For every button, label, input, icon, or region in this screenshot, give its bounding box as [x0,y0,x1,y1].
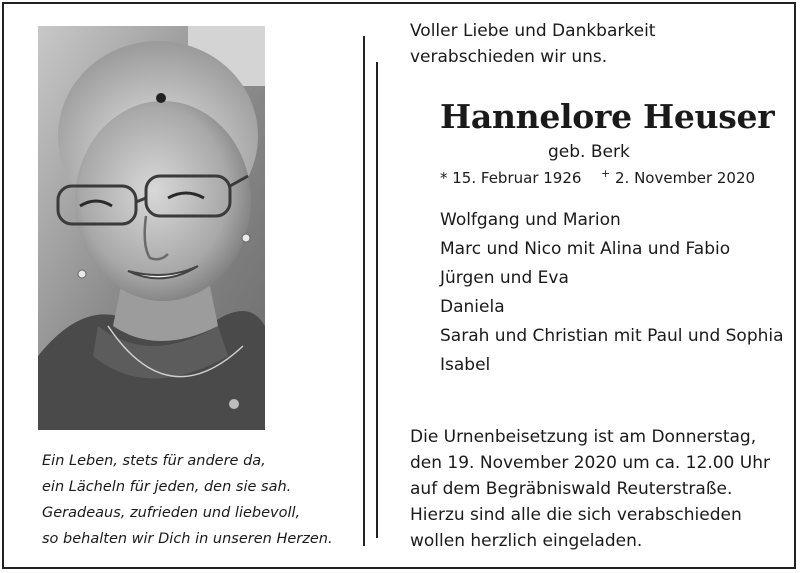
family-list [440,206,784,380]
notice-line: Die Urnenbeisetzung ist am Donnerstag, [410,427,757,447]
family-member: Wolfgang und Marion [440,210,621,230]
family-member: Jürgen und Eva [440,268,569,288]
death-date: 2. November 2020 [615,169,756,187]
notice-line: wollen herzlich eingeladen. [410,531,643,551]
portrait-photo [38,26,265,430]
poem-line: Geradeaus, zufrieden und liebevoll, [42,505,301,521]
deceased-name: Hannelore Heuser [440,97,775,136]
birth-name: geb. Berk [548,142,630,162]
poem-line: ein Lächeln für jeden, den sie sah. [42,479,292,495]
poem-line: Ein Leben, stets für andere da, [42,453,266,469]
intro-line: Voller Liebe und Dankbarkeit [410,21,656,41]
intro-text [410,18,655,70]
portrait-image [38,26,265,430]
vertical-divider-left [363,36,365,546]
memorial-poem [42,448,362,552]
poem-line: so behalten wir Dich in unseren Herzen. [42,531,333,547]
family-member: Isabel [440,355,491,375]
vertical-divider-right [376,62,378,538]
notice-line: den 19. November 2020 um ca. 12.00 Uhr [410,453,770,473]
family-member: Sarah und Christian mit Paul und Sophia [440,326,784,346]
family-member: Daniela [440,297,505,317]
burial-notice [410,424,770,554]
notice-line: auf dem Begräbniswald Reuterstraße. [410,479,733,499]
family-member: Marc und Nico mit Alina und Fabio [440,239,731,259]
intro-line: verabschieden wir uns. [410,47,608,67]
birth-date: * 15. Februar 1926 [440,169,582,187]
death-symbol: + [601,167,611,180]
notice-line: Hierzu sind alle die sich verabschieden [410,505,742,525]
life-dates [440,167,755,187]
